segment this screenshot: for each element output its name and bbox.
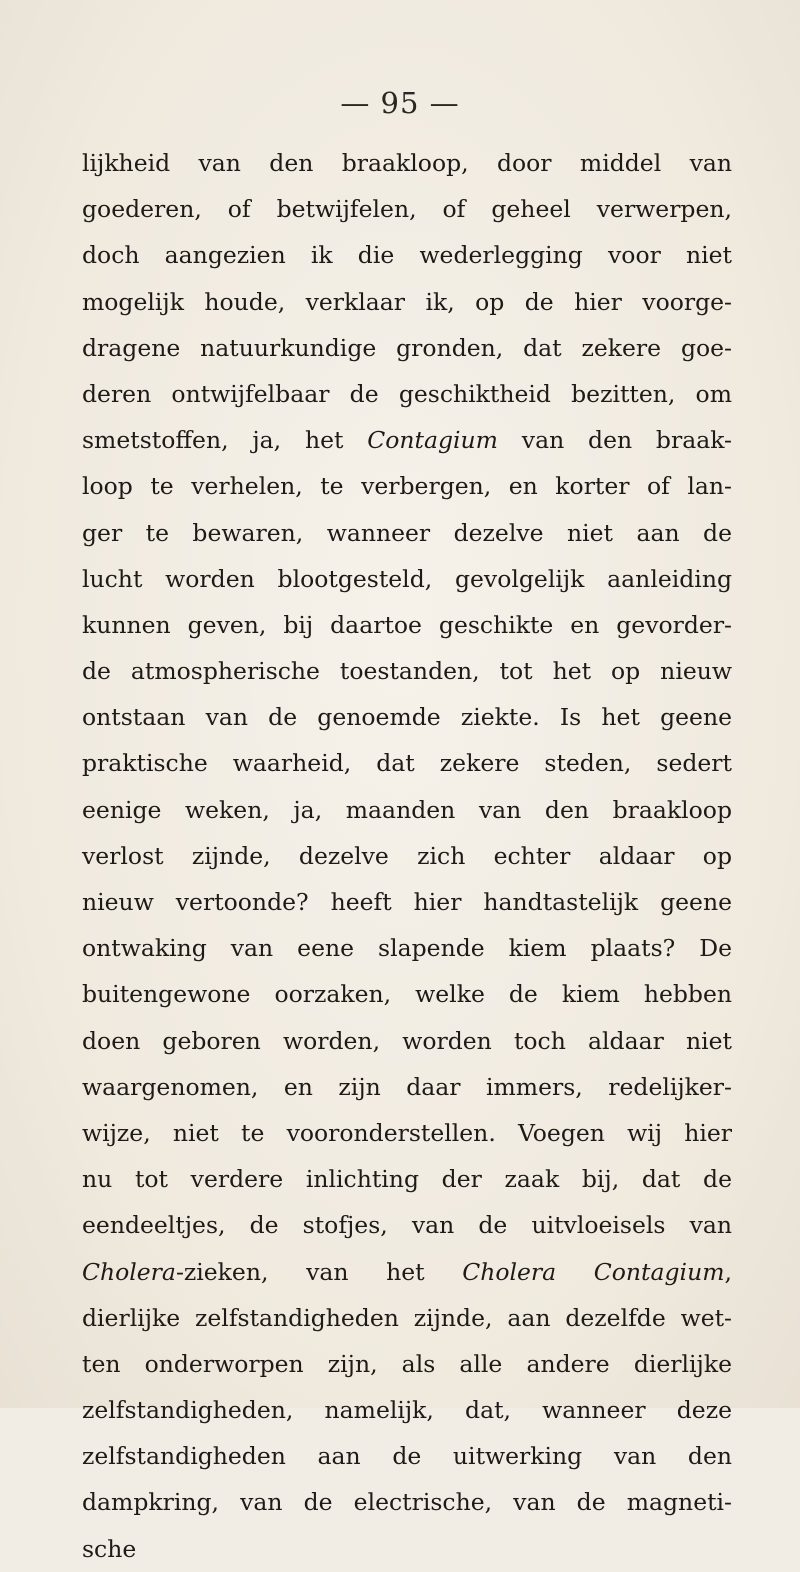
text-segment: doen geboren worden, worden toch aldaar niet: [82, 1026, 732, 1055]
catchword: sche: [82, 1534, 137, 1563]
body-text: [82, 140, 732, 1572]
text-line: [82, 1479, 732, 1525]
text-segment: wijze, niet te vooronderstellen. Voegen wij hier: [82, 1118, 732, 1147]
text-segment: smetstoffen, ja, het: [82, 426, 368, 455]
text-segment: dampkring, van de electrische, van de magneti-: [82, 1488, 732, 1517]
text-segment: ten onderworpen zijn, als alle andere dierlijke: [82, 1349, 732, 1378]
text-segment: deren ontwijfelbaar de geschiktheid bezitten, om: [82, 379, 732, 408]
text-segment: ,: [724, 1257, 732, 1286]
text-line: [82, 694, 732, 740]
text-line: [82, 648, 732, 694]
text-line: [82, 371, 732, 417]
text-segment: eendeeltjes, de stofjes, van de uitvloeisels van: [82, 1211, 732, 1240]
text-line: [82, 1064, 732, 1110]
text-segment: dierlijke zelfstandigheden zijnde, aan dezelfde wet-: [82, 1303, 732, 1332]
page-number-header: — 95 —: [340, 86, 460, 120]
text-line: [82, 510, 732, 556]
text-segment: eenige weken, ja, maanden van den braakloop: [82, 795, 732, 824]
text-line: [82, 1433, 732, 1479]
text-segment: zelfstandigheden aan de uitwerking van den: [82, 1442, 732, 1471]
text-segment: loop te verhelen, te verbergen, en korter of lan-: [82, 472, 732, 501]
text-line: [82, 186, 732, 232]
text-line: [82, 740, 732, 786]
text-line: [82, 787, 732, 833]
italic-term: Contagium: [367, 426, 498, 455]
text-segment: kunnen geven, bij daartoe geschikte en gevorder-: [82, 610, 732, 639]
text-segment: waargenomen, en zijn daar immers, redelijker-: [82, 1072, 732, 1101]
text-line: [82, 1387, 732, 1433]
text-line: [82, 833, 732, 879]
text-line: [82, 602, 732, 648]
text-segment: ontstaan van de genoemde ziekte. Is het geene: [82, 703, 732, 732]
text-segment: goederen, of betwijfelen, of geheel verwerpen,: [82, 195, 732, 224]
text-segment: verlost zijnde, dezelve zich echter aldaar op: [82, 841, 732, 870]
text-line: [82, 1341, 732, 1387]
text-segment: doch aangezien ik die wederlegging voor niet: [82, 241, 732, 270]
italic-term: Cholera Contagium: [462, 1257, 725, 1286]
text-line: [82, 1110, 732, 1156]
text-segment: zelfstandigheden, namelijk, dat, wanneer deze: [82, 1396, 732, 1425]
text-segment: ontwaking van eene slapende kiem plaats? De: [82, 934, 732, 963]
text-line: [82, 279, 732, 325]
text-segment: buitengewone oorzaken, welke de kiem hebben: [82, 980, 732, 1009]
text-segment: praktische waarheid, dat zekere steden, sedert: [82, 749, 732, 778]
text-segment: mogelijk houde, verklaar ik, op de hier voorge-: [82, 287, 732, 316]
text-line: [82, 1295, 732, 1341]
text-segment: lijkheid van den braakloop, door middel van: [82, 149, 732, 177]
text-line: [82, 1202, 732, 1248]
text-line: [82, 925, 732, 971]
text-line: [82, 1249, 732, 1295]
text-line: [82, 463, 732, 509]
text-line: [82, 556, 732, 602]
text-segment: nieuw vertoonde? heeft hier handtastelijk geene: [82, 888, 732, 916]
text-line: [82, 1156, 732, 1202]
text-segment: de atmospherische toestanden, tot het op nieuw: [82, 657, 732, 686]
text-line: [82, 1018, 732, 1064]
text-segment: nu tot verdere inlichting der zaak bij, dat de: [82, 1165, 732, 1194]
text-line: [82, 879, 732, 925]
text-segment: ger te bewaren, wanneer dezelve niet aan de: [82, 518, 732, 547]
text-segment: van den braak-: [497, 426, 732, 455]
text-line: [82, 417, 732, 463]
text-line: [82, 325, 732, 371]
italic-term: Cholera: [82, 1257, 176, 1286]
text-segment: dragene natuurkundige gronden, dat zekere goe-: [82, 333, 732, 362]
text-line: [82, 140, 732, 186]
text-line: [82, 971, 732, 1017]
text-segment: -zieken, van het: [175, 1257, 463, 1286]
text-segment: lucht worden blootgesteld, gevolgelijk aanleiding: [82, 564, 732, 593]
text-line: [82, 232, 732, 278]
